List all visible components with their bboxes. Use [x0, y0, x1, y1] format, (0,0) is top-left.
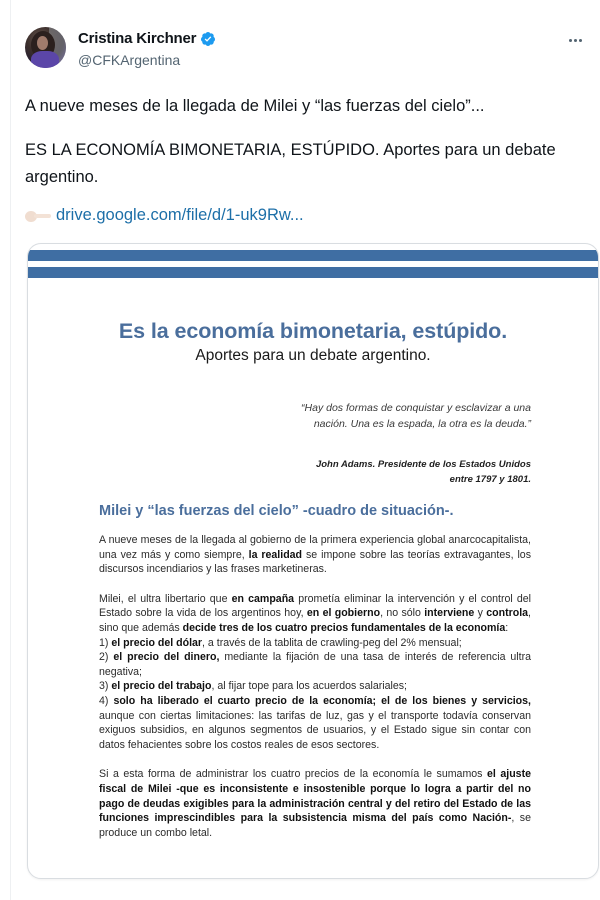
- body-paragraph: Milei, el ultra libertario que en campaña prometía eliminar la intervención y el control del Estado sobre la vida de los argentinos hoy, en el gobierno, no sólo interviene y controla, sino que además decide tres de los cuatro precios fundamentales de la economía:: [99, 592, 531, 634]
- timeline-border: [10, 0, 11, 900]
- tweet-text-line: A nueve meses de la llegada de Milei y “las fuerzas del cielo”...: [25, 97, 485, 115]
- header-band: [28, 250, 598, 261]
- verified-badge-icon: [200, 31, 216, 47]
- pointing-hand-icon: [25, 209, 51, 223]
- author-display-name[interactable]: Cristina Kirchner: [78, 30, 197, 47]
- document-subtitle: Aportes para un debate argentino.: [195, 347, 431, 364]
- list-item: 3) el precio del trabajo, al fijar tope para los acuerdos salariales;: [99, 680, 407, 693]
- author-name-row: [78, 30, 216, 47]
- attached-document-image[interactable]: [27, 243, 599, 879]
- more-horizontal-icon: [569, 39, 572, 42]
- document-title: Es la economía bimonetaria, estúpido.: [118, 319, 508, 343]
- list-item: 1) el precio del dólar, a través de la tablita de crawling-peg del 2% mensual;: [99, 636, 462, 649]
- body-paragraph: Si a esta forma de administrar los cuatro precios de la economía le sumamos el ajuste fiscal de Milei -que es inconsistente e insostenible porque lo logra a partir del no pago de deudas exigibles para la administración central y del retiro del Estado de las funciones imprescindibles para la subsistencia misma del país como Nación-, se produce un combo letal.: [99, 768, 531, 839]
- drive-link[interactable]: drive.google.com/file/d/1-uk9Rw...: [56, 206, 304, 224]
- tweet-link-row: [25, 206, 304, 225]
- section-heading: Milei y “las fuerzas del cielo” -cuadro de situación-.: [99, 503, 454, 519]
- tweet-text-line: ES LA ECONOMÍA BIMONETARIA, ESTÚPIDO. Aportes para un debate argentino.: [25, 141, 556, 186]
- tweet-text: [25, 93, 565, 191]
- header-band: [28, 267, 598, 278]
- document-body: [99, 533, 531, 855]
- epigraph-quote: “Hay dos formas de conquistar y esclavizar a una nación. Una es la espada, la otra es la deuda.”: [301, 402, 531, 430]
- author-handle[interactable]: @CFKArgentina: [78, 52, 181, 68]
- epigraph-attribution: John Adams. Presidente de los Estados Unidos entre 1797 y 1801.: [315, 459, 531, 485]
- more-options-button[interactable]: [564, 33, 586, 47]
- tweet-header: [25, 27, 600, 71]
- avatar[interactable]: [25, 27, 66, 68]
- body-paragraph: A nueve meses de la llegada al gobierno de la primera experiencia global anarcocapitalista, una vez más y como siempre, la realidad se impone sobre las teorías extravagantes, los discursos incendiarios y las frases marketineras.: [99, 534, 531, 576]
- list-item: 2) el precio del dinero, mediante la fijación de una tasa de interés de referencia ultra negativa;: [99, 651, 531, 678]
- list-item: 4) solo ha liberado el cuarto precio de la economía; el de los bienes y servicios, aunque con ciertas limitaciones: las tarifas de luz, gas y el transporte todavía conservan exiguos subsidios, en algunos segmentos de usuarios, y el Estado sigue sin contar con datos fehacientes sobre los costos reales de esos sectores.: [99, 694, 531, 751]
